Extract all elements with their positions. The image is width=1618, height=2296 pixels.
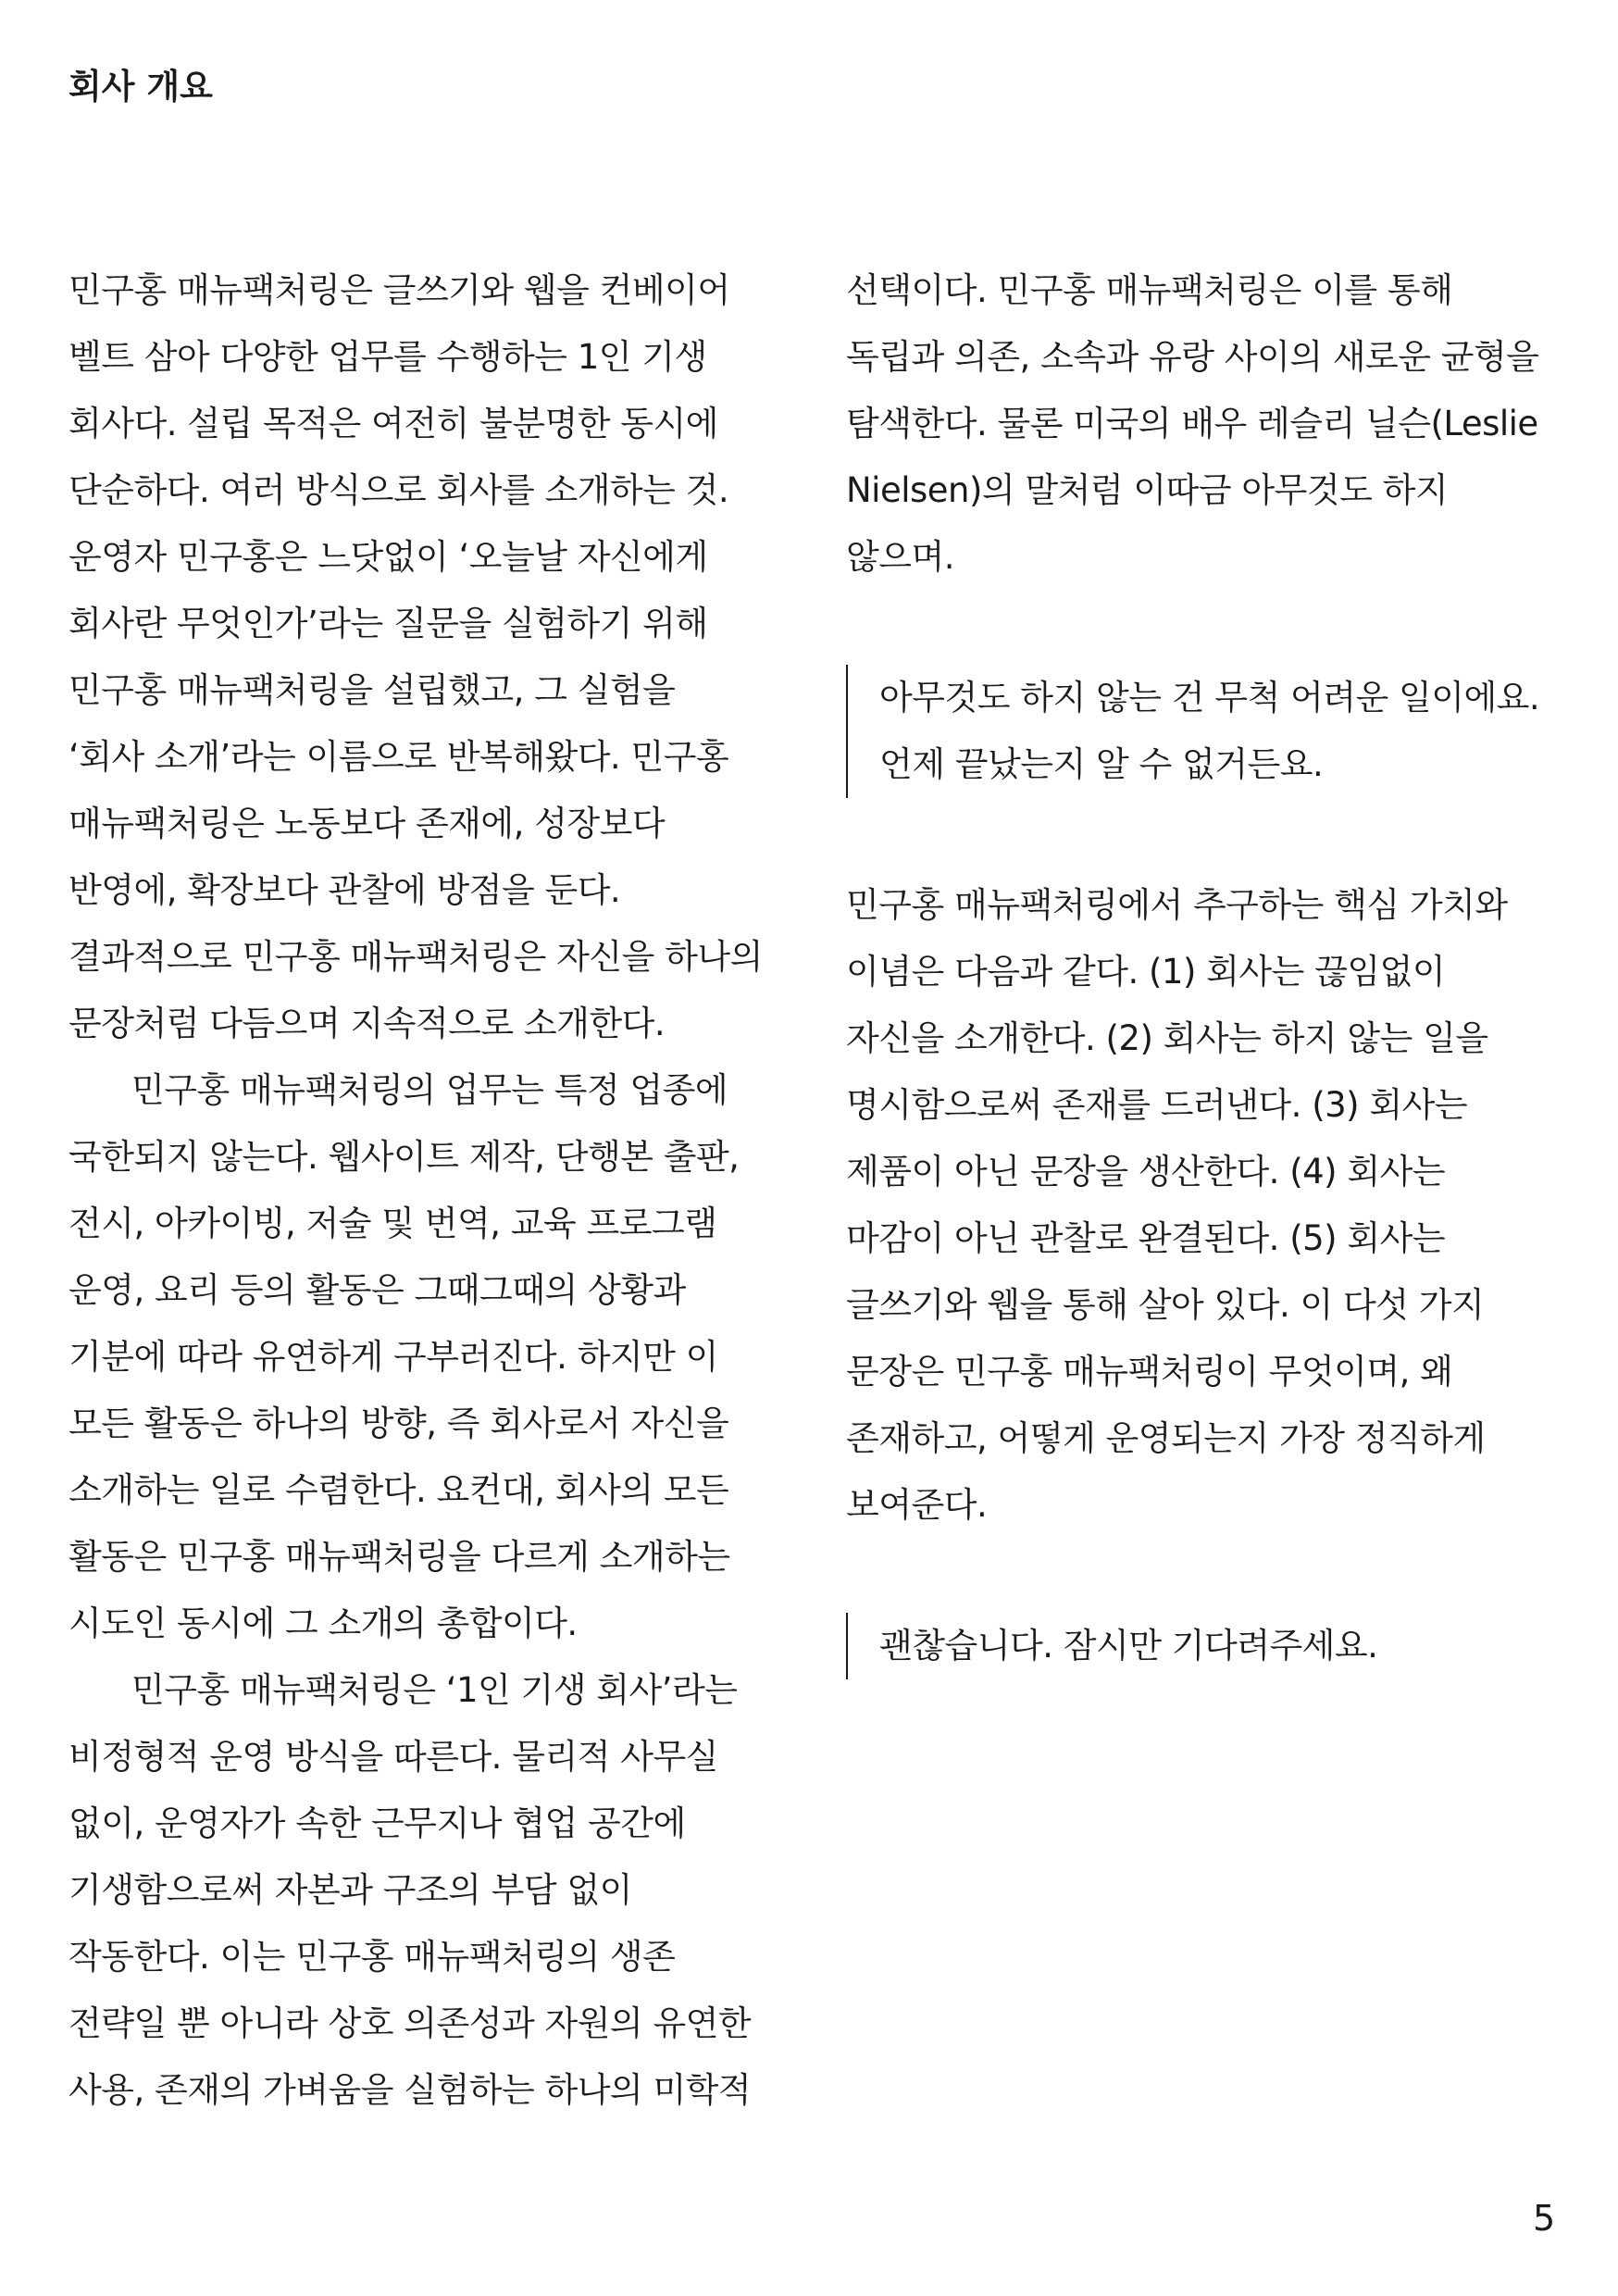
text-line: 탐색한다. 물론 미국의 배우 레슬리 닐슨(Leslie xyxy=(846,404,1538,443)
right-column xyxy=(846,257,1568,1687)
text-line: 벨트 삼아 다양한 업무를 수행하는 1인 기생 xyxy=(68,337,707,377)
text-line: 회사다. 설립 목적은 여전히 불분명한 동시에 xyxy=(68,404,718,443)
text-line: 반영에, 확장보다 관찰에 방점을 둔다. xyxy=(68,870,621,910)
text-line: 않으며. xyxy=(846,537,954,577)
quote-line: 아무것도 하지 않는 건 무척 어려운 일이에요. xyxy=(879,678,1540,718)
text-line: ‘회사 소개’라는 이름으로 반복해왔다. 민구홍 xyxy=(68,737,729,777)
text-line: 단순하다. 여러 방식으로 회사를 소개하는 것. xyxy=(68,470,729,510)
text-line: 전략일 뿐 아니라 상호 의존성과 자원의 유연한 xyxy=(68,2003,752,2043)
text-line: 명시함으로써 존재를 드러낸다. (3) 회사는 xyxy=(846,1085,1468,1125)
page-number: 5 xyxy=(1533,2198,1556,2239)
text-line: 운영자 민구홍은 느닷없이 ‘오늘날 자신에게 xyxy=(68,537,708,577)
text-line: 전시, 아카이빙, 저술 및 번역, 교육 프로그램 xyxy=(68,1204,717,1243)
text-line: 사용, 존재의 가벼움을 실험하는 하나의 미학적 xyxy=(68,2070,752,2110)
text-line: 기분에 따라 유연하게 구부러진다. 하지만 이 xyxy=(68,1337,718,1377)
quote-line: 괜찮습니다. 잠시만 기다려주세요. xyxy=(879,1626,1378,1666)
text-line: 결과적으로 민구홍 매뉴팩처링은 자신을 하나의 xyxy=(68,937,763,977)
text-line: 시도인 동시에 그 소개의 총합이다. xyxy=(68,1603,578,1643)
text-line: 비정형적 운영 방식을 따른다. 물리적 사무실 xyxy=(68,1737,718,1777)
text-line: 존재하고, 어떻게 운영되는지 가장 정직하게 xyxy=(846,1418,1486,1458)
text-line: 문장은 민구홍 매뉴팩처링이 무엇이며, 왜 xyxy=(846,1352,1453,1391)
text-line: 운영, 요리 등의 활동은 그때그때의 상황과 xyxy=(68,1270,686,1310)
text-line: 문장처럼 다듬으며 지속적으로 소개한다. xyxy=(68,1004,666,1043)
text-line: 국한되지 않는다. 웹사이트 제작, 단행본 출판, xyxy=(68,1137,740,1177)
text-line: 민구홍 매뉴팩처링에서 추구하는 핵심 가치와 xyxy=(846,885,1508,925)
text-line: Nielsen)의 말처럼 이따금 아무것도 하지 xyxy=(846,470,1449,510)
text-line: 작동한다. 이는 민구홍 매뉴팩처링의 생존 xyxy=(68,1937,676,1977)
block-quote xyxy=(846,1613,1568,1679)
section-title: 회사 개요 xyxy=(68,67,213,106)
text-line: 소개하는 일로 수렴한다. 요컨대, 회사의 모든 xyxy=(68,1470,729,1510)
text-line: 글쓰기와 웹을 통해 살아 있다. 이 다섯 가지 xyxy=(846,1285,1485,1325)
text-line: 모든 활동은 하나의 방향, 즉 회사로서 자신을 xyxy=(68,1404,729,1443)
paragraph-core-values xyxy=(846,872,1568,1539)
text-line: 제품이 아닌 문장을 생산한다. (4) 회사는 xyxy=(846,1152,1446,1192)
text-line: 매뉴팩처링은 노동보다 존재에, 성장보다 xyxy=(68,804,666,843)
text-line: 선택이다. 민구홍 매뉴팩처링은 이를 통해 xyxy=(846,270,1453,310)
text-line: 활동은 민구홍 매뉴팩처링을 다르게 소개하는 xyxy=(68,1537,730,1577)
text-line: 자신을 소개한다. (2) 회사는 하지 않는 일을 xyxy=(846,1018,1488,1058)
text-line: 회사란 무엇인가’라는 질문을 실험하기 위해 xyxy=(68,604,708,643)
text-line: 민구홍 매뉴팩처링의 업무는 특정 업종에 xyxy=(131,1070,728,1110)
block-quote xyxy=(846,665,1568,798)
text-line: 이념은 다음과 같다. (1) 회사는 끊임없이 xyxy=(846,952,1446,992)
paragraph-independence xyxy=(846,257,1568,591)
text-line: 민구홍 매뉴팩처링을 설립했고, 그 실험을 xyxy=(68,670,676,710)
text-line: 마감이 아닌 관찰로 완결된다. (5) 회사는 xyxy=(846,1218,1446,1258)
text-line: 독립과 의존, 소속과 유랑 사이의 새로운 균형을 xyxy=(846,337,1539,377)
text-line: 민구홍 매뉴팩처링은 ‘1인 기생 회사’라는 xyxy=(131,1670,738,1710)
quote-line: 언제 끝났는지 알 수 없거든요. xyxy=(879,744,1324,784)
text-line: 보여준다. xyxy=(846,1485,988,1525)
text-line: 민구홍 매뉴팩처링은 글쓰기와 웹을 컨베이어 xyxy=(68,270,730,310)
text-line: 기생함으로써 자본과 구조의 부담 없이 xyxy=(68,1870,632,1910)
text-line: 없이, 운영자가 속한 근무지나 협업 공간에 xyxy=(68,1803,686,1843)
left-column xyxy=(68,257,800,2124)
